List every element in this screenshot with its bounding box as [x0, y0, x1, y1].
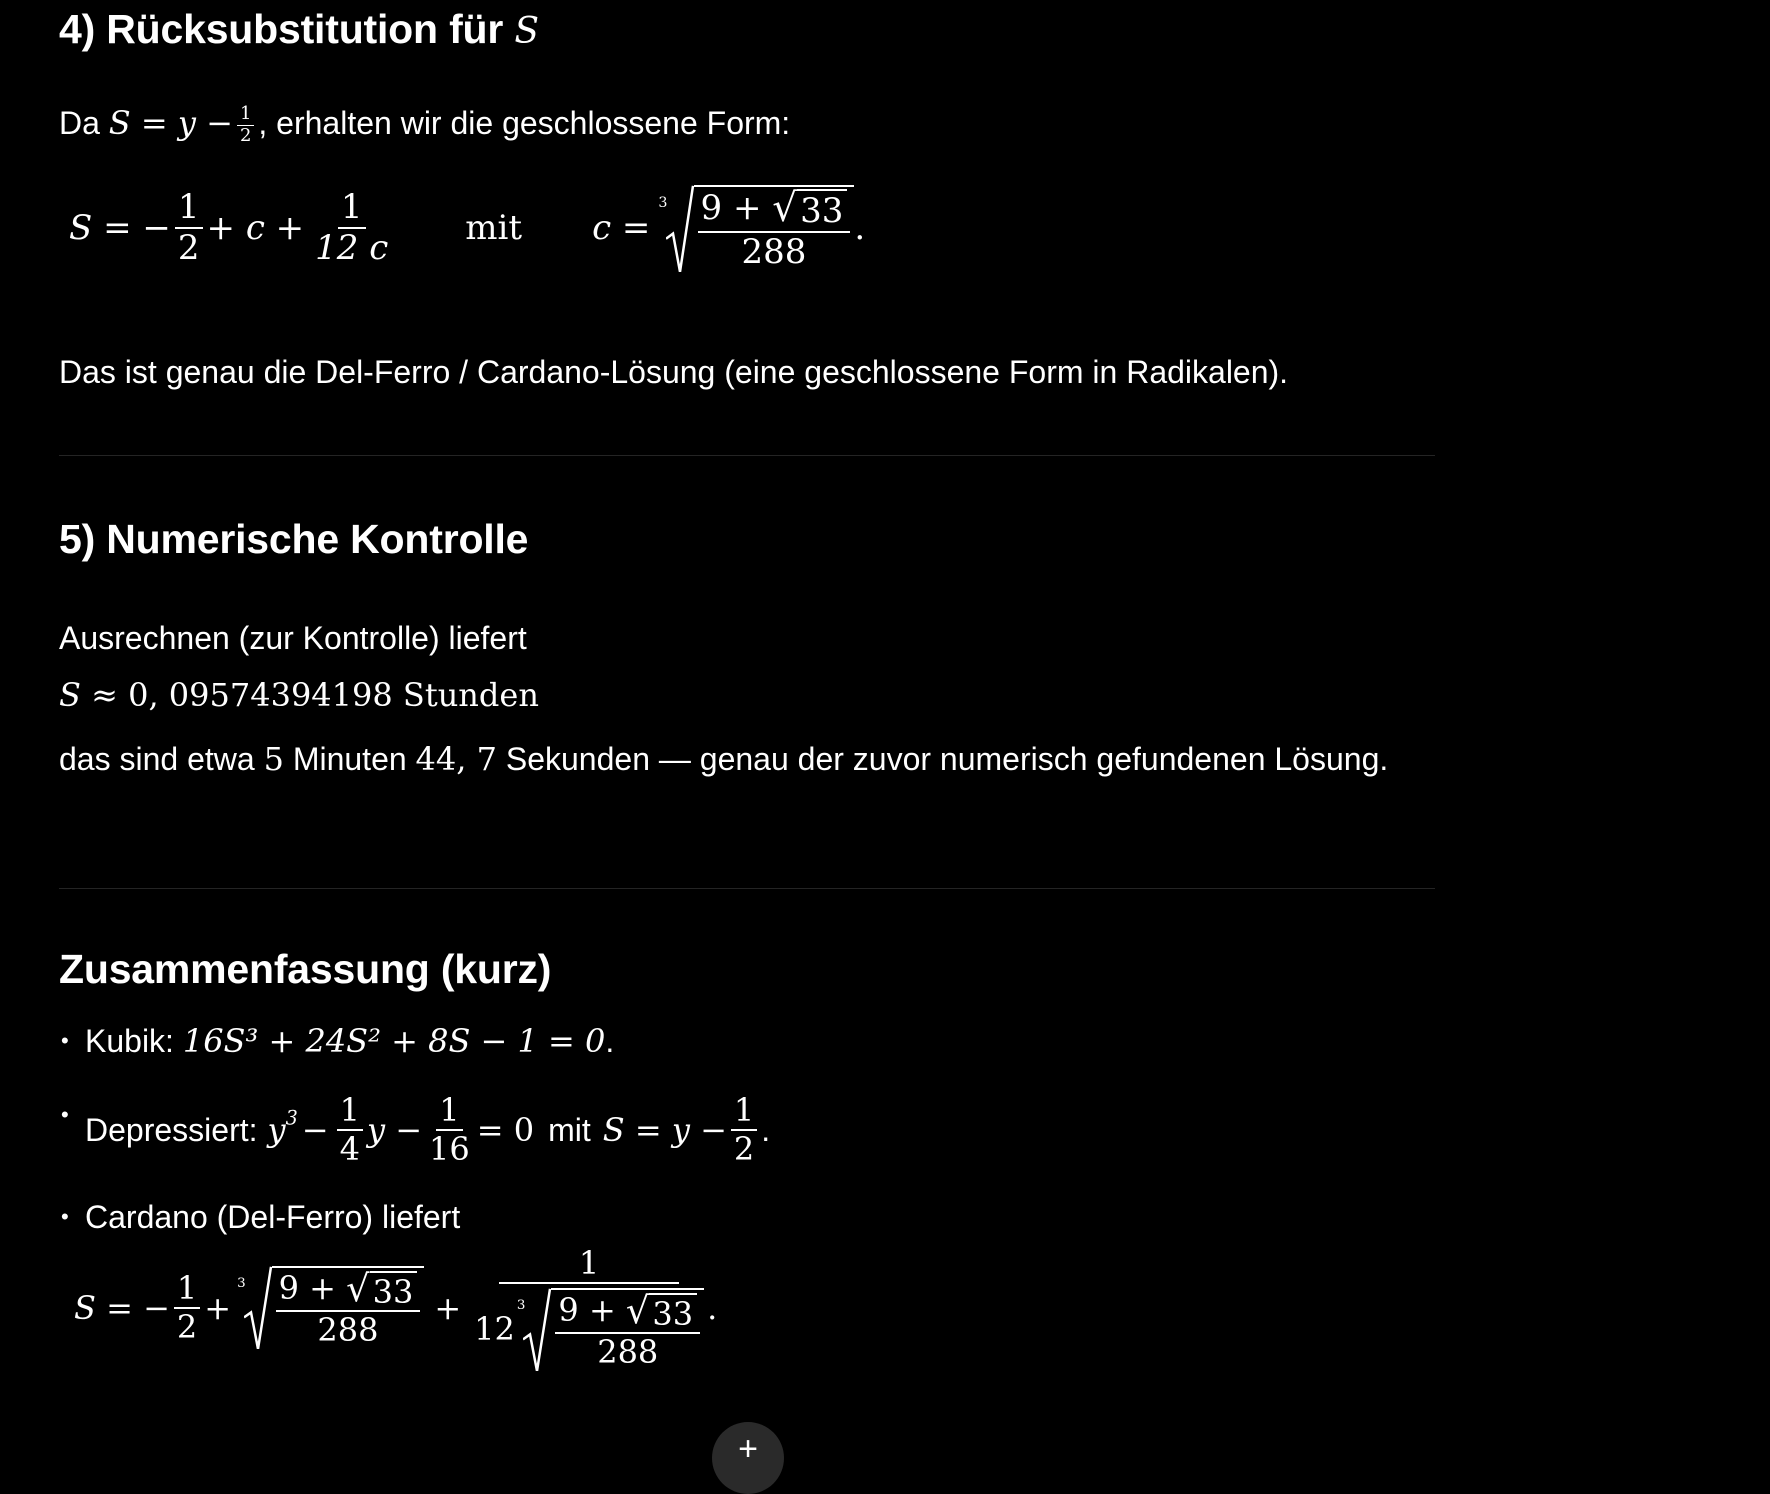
formula-cube-root-1-den: 288 — [317, 1311, 379, 1350]
depressed-frac-3-den: 2 — [733, 1129, 755, 1168]
formula-sqrt-1 — [346, 1267, 417, 1312]
formula-big-num: 1 — [499, 1245, 679, 1284]
eq-c-num-a: 9 + — [700, 188, 762, 228]
summary-item-depressed — [59, 1092, 1399, 1168]
radical-sign-icon — [666, 185, 694, 272]
formula-cube-root-2 — [517, 1288, 704, 1371]
intro-prefix: Da — [59, 105, 100, 141]
eq-c-den: 288 — [741, 231, 807, 272]
eq-mit: mit — [465, 208, 523, 249]
section-4-heading-var: S — [514, 11, 539, 52]
intro-suffix: , erhalten wir die geschlossene Form: — [258, 105, 791, 141]
depressed-substitution: S = y − — [602, 1110, 727, 1149]
scroll-down-button[interactable] — [712, 1422, 784, 1494]
formula-sqrt-1-radicand: 33 — [370, 1271, 418, 1310]
sqrt-icon: √ — [346, 1267, 370, 1311]
formula-num-a-2: 9 + — [558, 1290, 616, 1329]
eq-c-sqrt — [772, 186, 847, 232]
intro-fraction — [237, 104, 254, 146]
formula-num-a: 9 + — [278, 1269, 336, 1308]
cubic-end: . — [605, 1023, 615, 1059]
formula-cube-root-1-index: 3 — [237, 1276, 246, 1292]
formula-sqrt-2 — [625, 1288, 697, 1333]
depressed-y-exp: 3 — [285, 1106, 298, 1130]
minutes-value: 5 — [263, 740, 284, 778]
divider-1 — [59, 455, 1435, 456]
section-5-line-3 — [59, 736, 1399, 782]
formula-frac-1 — [174, 1270, 200, 1346]
eq-c-sqrt-radicand: 33 — [797, 189, 847, 230]
depressed-frac-1 — [337, 1092, 363, 1168]
eq-lhs: S = − — [69, 208, 171, 249]
summary-heading: Zusammenfassung (kurz) — [59, 946, 552, 992]
eq-mid: + c + — [206, 208, 305, 249]
depressed-frac-2-den: 16 — [429, 1129, 470, 1168]
line3-b: Minuten — [292, 741, 407, 777]
section-5-approx — [59, 672, 539, 718]
eq-c-lhs: c = — [592, 208, 651, 249]
depressed-eq: = 0 — [476, 1110, 535, 1149]
cardano-label: Cardano (Del-Ferro) liefert — [85, 1198, 461, 1235]
depressed-y2: y − — [366, 1110, 423, 1149]
depressed-end: . — [761, 1111, 771, 1148]
section-5-heading: 5) Numerische Kontrolle — [59, 516, 529, 562]
eq-c-num — [698, 186, 851, 233]
eq-frac-1-num: 1 — [175, 188, 203, 229]
eq-cube-root-index: 3 — [658, 195, 668, 211]
cubic-label: Kubik: — [85, 1023, 174, 1059]
formula-end: . — [707, 1288, 718, 1327]
sqrt-icon: √ — [772, 186, 798, 232]
section-4-heading — [59, 5, 539, 54]
eq-frac-1-den: 2 — [177, 228, 200, 269]
section-4-intro — [59, 100, 790, 147]
intro-frac-num: 1 — [237, 104, 254, 126]
formula-big-fraction — [471, 1245, 707, 1371]
eq-cube-root — [658, 185, 854, 272]
eq-frac-2 — [312, 188, 391, 268]
formula-cube-root-1-fraction — [276, 1267, 421, 1350]
summary-item-cubic — [59, 1018, 1399, 1064]
closed-form-equation — [69, 185, 865, 272]
formula-sqrt-2-radicand: 33 — [649, 1293, 697, 1332]
seconds-value: 44, 7 — [415, 740, 497, 778]
section-5-line-1: Ausrechnen (zur Kontrolle) liefert — [59, 620, 527, 656]
intro-math: S = y − — [108, 104, 233, 142]
summary-item-cardano — [59, 1194, 1399, 1240]
formula-lhs: S = − — [74, 1288, 170, 1327]
sqrt-icon: √ — [625, 1288, 650, 1332]
radical-sign-icon — [523, 1288, 551, 1371]
formula-cube-root-1 — [237, 1266, 424, 1349]
eq-c-end: . — [854, 208, 866, 249]
depressed-y — [268, 1107, 298, 1153]
depressed-frac-2-num: 1 — [436, 1092, 462, 1131]
depressed-frac-2 — [426, 1092, 473, 1168]
depressed-frac-1-num: 1 — [337, 1092, 363, 1131]
depressed-label: • Depressiert: — [85, 1111, 258, 1148]
formula-cube-root-2-num — [555, 1288, 700, 1334]
formula-frac-1-den: 2 — [176, 1307, 198, 1346]
formula-cube-root-2-den: 288 — [597, 1332, 659, 1371]
eq-frac-2-den: 12 c — [315, 228, 389, 269]
formula-big-coef: 12 — [474, 1309, 515, 1348]
depressed-frac-3 — [731, 1092, 757, 1168]
approx-var: S — [59, 676, 81, 714]
eq-frac-1 — [175, 188, 203, 268]
divider-2 — [59, 888, 1435, 889]
formula-cube-root-2-index: 3 — [516, 1297, 526, 1313]
depressed-frac-3-num: 1 — [731, 1092, 757, 1131]
formula-cube-root-1-body — [272, 1266, 425, 1349]
line3-a: das sind etwa — [59, 741, 255, 777]
eq-frac-2-num: 1 — [338, 188, 366, 229]
summary-list — [59, 1018, 1399, 1240]
cubic-equation: 16S³ + 24S² + 8S − 1 = 0 — [182, 1022, 606, 1060]
eq-cube-root-body — [694, 185, 855, 272]
radical-sign-icon — [244, 1266, 272, 1349]
formula-plus-1: + — [204, 1288, 232, 1327]
line3-c: Sekunden — genau der zuvor numerisch gefundenen Lösung. — [505, 741, 1389, 777]
depressed-minus: − — [301, 1110, 329, 1149]
section-4-conclusion: Das ist genau die Del-Ferro / Cardano-Lösung (eine geschlossene Form in Radikalen). — [59, 354, 1289, 390]
approx-value: ≈ 0, 09574394198 Stunden — [91, 676, 539, 714]
formula-plus-2: + — [434, 1288, 462, 1327]
section-4-heading-text: 4) Rücksubstitution für — [59, 6, 504, 52]
formula-frac-1-num: 1 — [174, 1270, 200, 1309]
depressed-mit: mit — [548, 1111, 591, 1148]
formula-big-den — [471, 1284, 707, 1371]
depressed-y-var: y — [267, 1110, 286, 1149]
intro-frac-den: 2 — [239, 125, 252, 147]
eq-c-fraction — [698, 186, 851, 272]
plus-icon: + — [738, 1430, 758, 1468]
depressed-frac-1-den: 4 — [339, 1129, 360, 1168]
formula-cube-root-2-body — [551, 1288, 704, 1371]
formula-cube-root-2-fraction — [555, 1288, 700, 1371]
formula-cube-root-1-num — [276, 1267, 421, 1312]
cardano-formula — [74, 1245, 717, 1371]
